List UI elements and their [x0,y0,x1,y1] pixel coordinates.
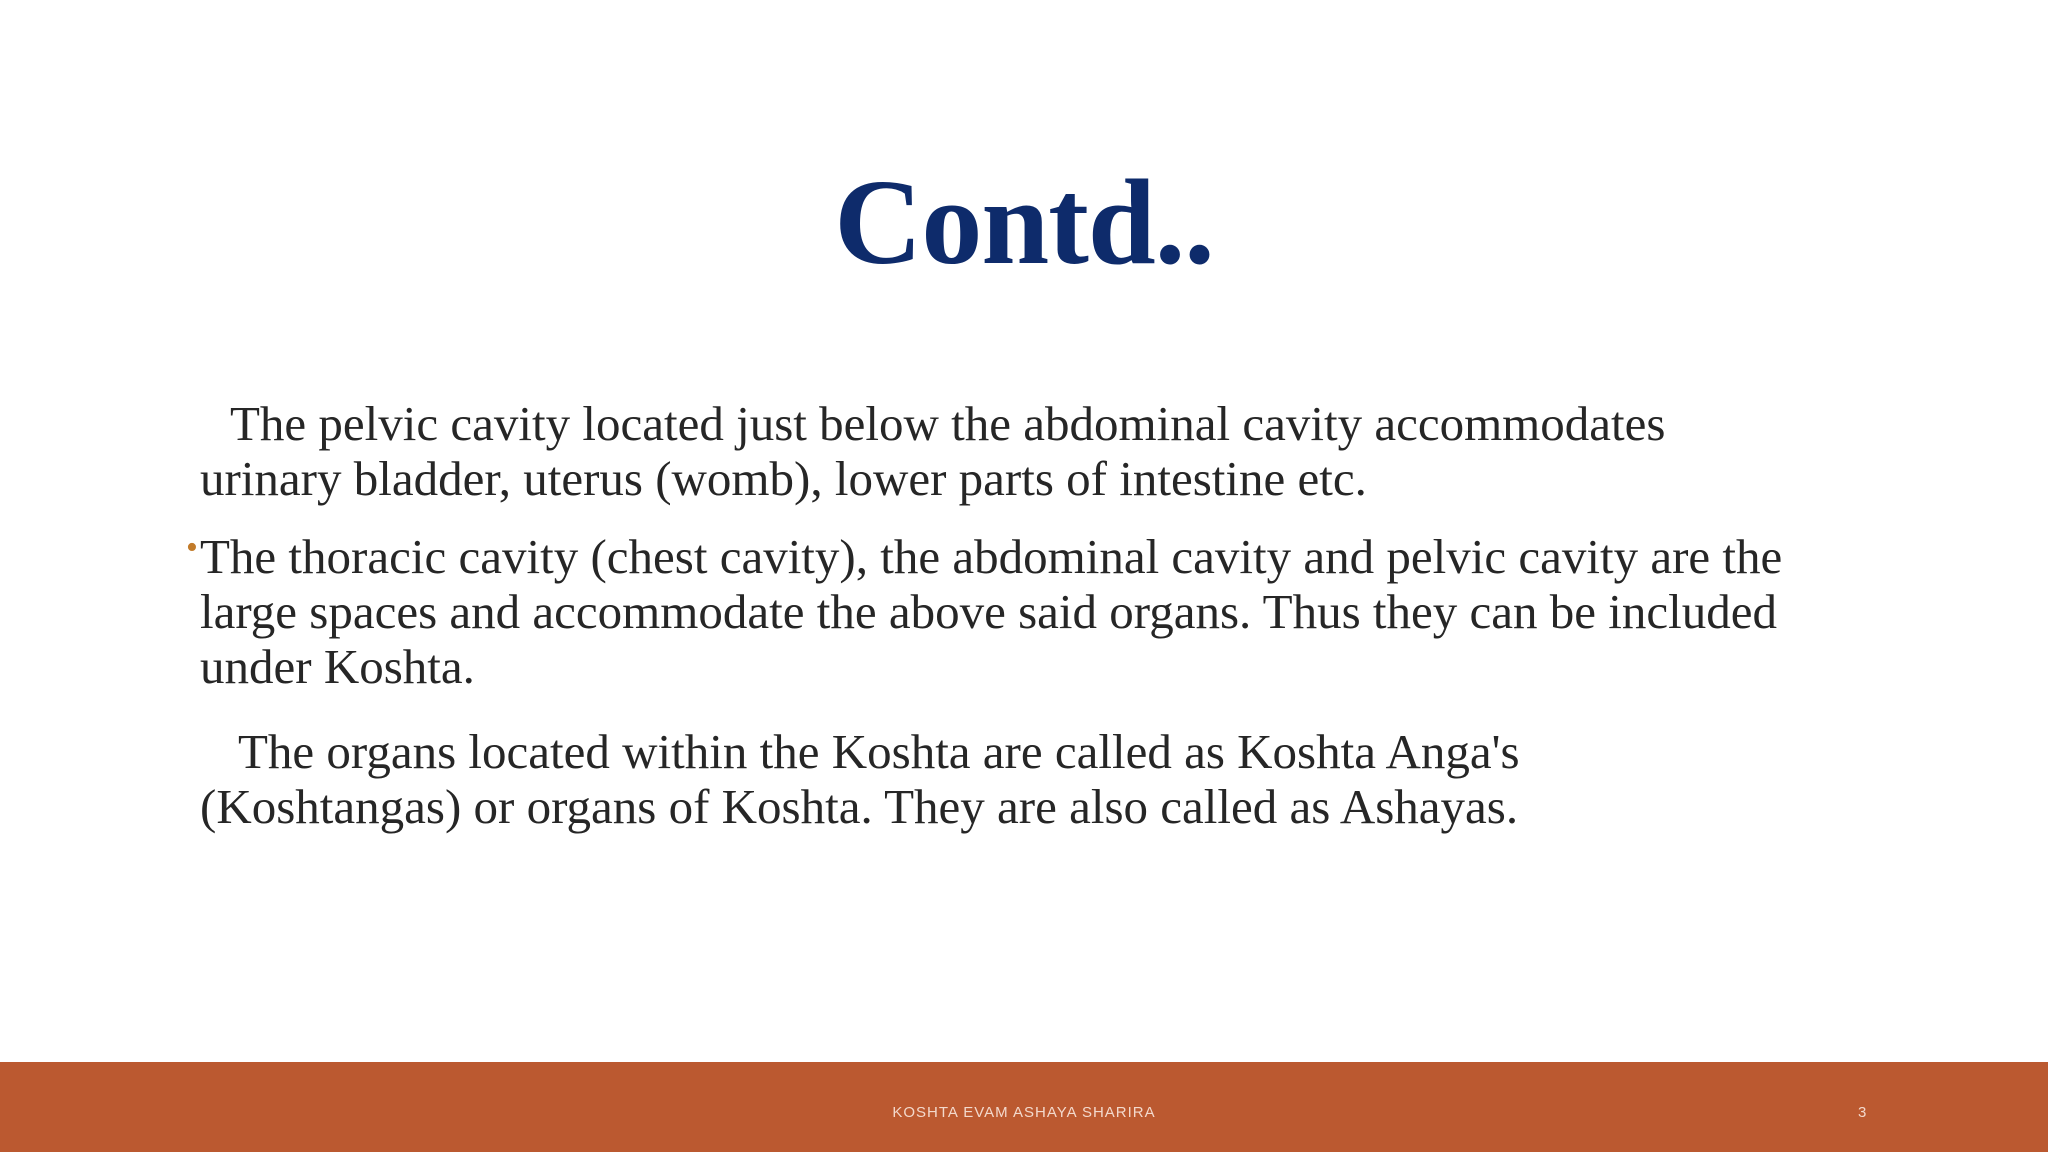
paragraph-pelvic-cavity: The pelvic cavity located just below the abdominal cavity accommodates urinary bladder, uterus (womb), lower parts of intestine etc. [200,396,1666,506]
bullet-item-thoracic-cavity [186,529,1840,694]
page-number: 3 [1858,1104,1867,1121]
slide-body [186,396,1840,834]
footer-title: KOSHTA EVAM ASHAYA SHARIRA [892,1104,1156,1121]
slide-title: Contd.. [834,155,1214,290]
bullet-item-text: The thoracic cavity (chest cavity), the abdominal cavity and pelvic cavity are the large spaces and accommodate the above said organs. Thus they can be included under Koshta. [200,529,1783,694]
bullet-icon: • [186,529,198,566]
paragraph-koshtangas: The organs located within the Koshta are called as Koshta Anga's (Koshtangas) or organs of Koshta. They are also called as Ashayas. [200,724,1520,834]
